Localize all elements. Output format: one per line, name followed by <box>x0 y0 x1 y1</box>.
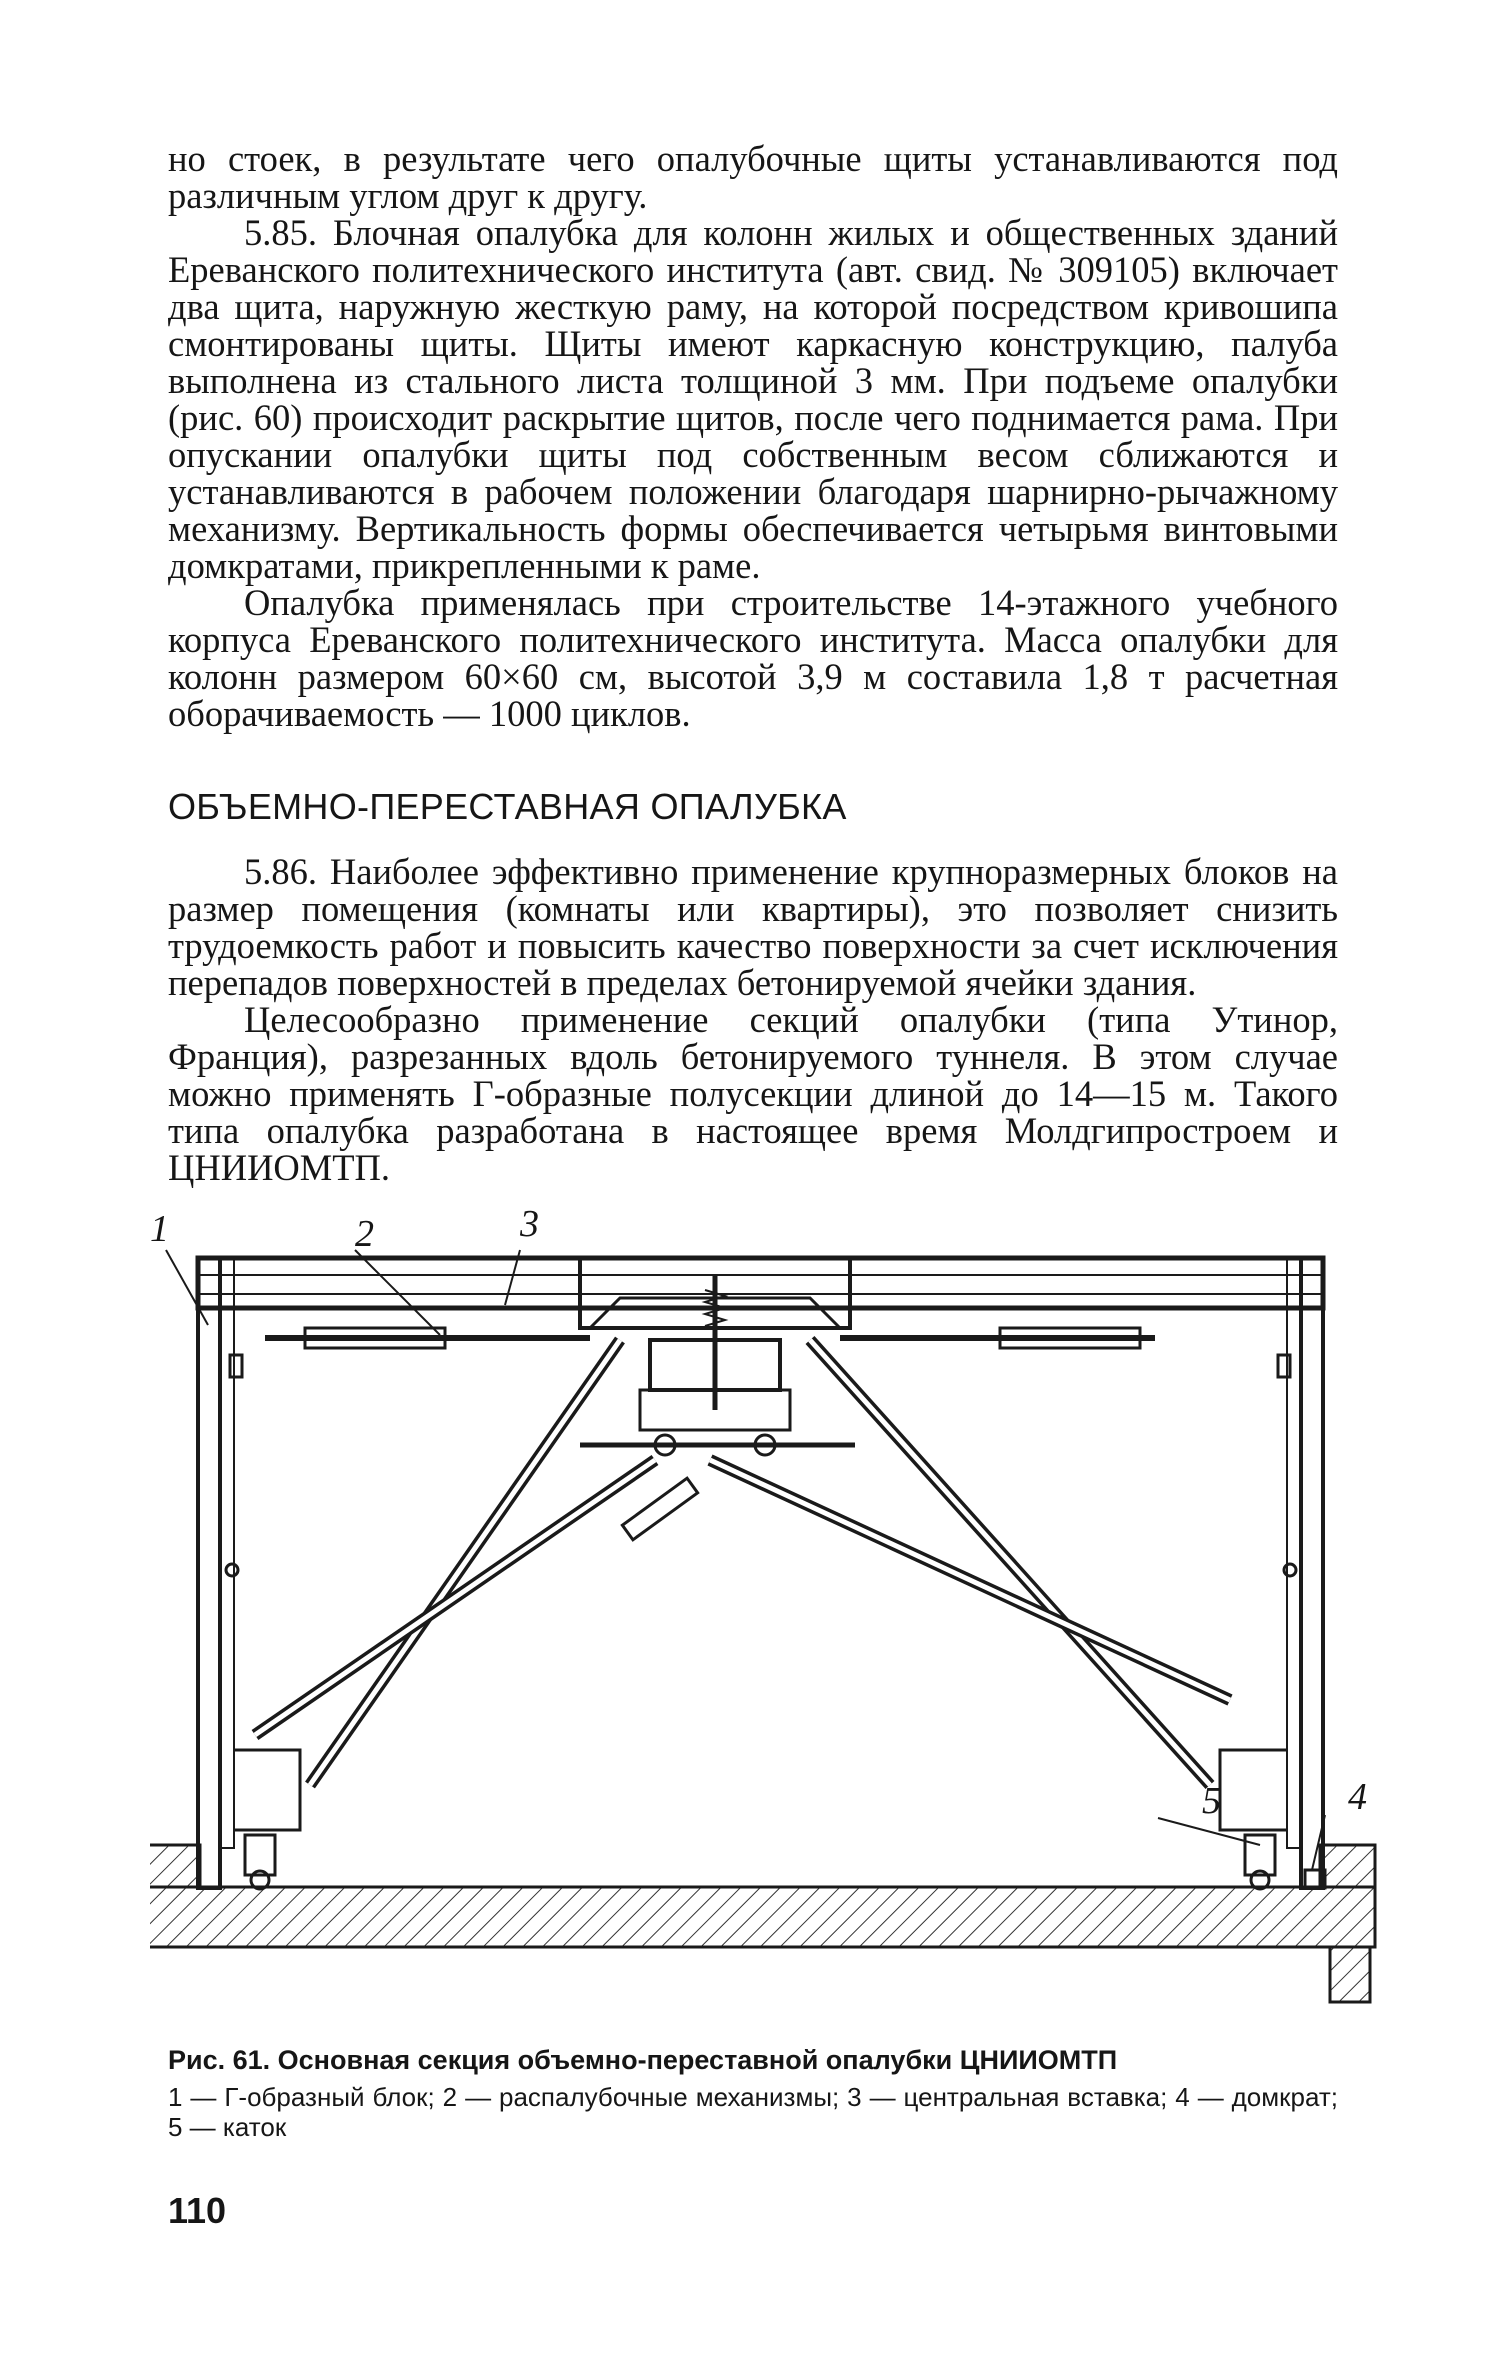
paragraph-5-86: 5.86. Наиболее эффективно применение крупноразмерных блоков на размер помещения (комнаты или квартиры), это позволяет снизить трудоемкость работ и повысить качество поверхности за счет исключения перепадов поверхностей в пределах бетонируемой ячейки здания. <box>168 851 1338 1003</box>
figure-caption <box>168 2045 1338 2142</box>
floor-slab-edge <box>1330 1947 1370 2002</box>
paragraph-continuation: но стоек, в результате чего опалубочные щиты устанавливаются под различным углом друг к другу. <box>168 138 1338 216</box>
formwork-drawing <box>150 1230 1380 2020</box>
top-beam <box>198 1258 1323 1308</box>
caption-title: Рис. 61. Основная секция объемно-переставной опалубки ЦНИИОМТП <box>168 2045 1118 2075</box>
paragraph-5-85: 5.85. Блочная опалубка для колонн жилых и общественных зданий Ереванского политехнического института (авт. свид. № 309105) включает два щита, наружную жесткую раму, на которой посредством кривошипа смонтированы щиты. Щиты имеют каркасную конструкцию, палуба выполнена из стального листа толщиной 3 мм. При подъеме опалубки (рис. 60) происходит раскрытие щитов, после чего поднимается рама. При опускании опалубки щиты под собственным весом сближаются и устанавливаются в рабочем положении благодаря шарнирно-рычажному механизму. Вертикальность формы обеспечивается четырьмя винтовыми домкратами, прикрепленными к раме. <box>168 212 1338 586</box>
paragraph-usage: Опалубка применялась при строительстве 14-этажного учебного корпуса Ереванского политехнического института. Масса опалубки для колонн размером 60×60 см, высотой 3,9 м составила 1,8 т расчетная оборачиваемость — 1000 циклов. <box>168 582 1338 734</box>
floor-slab <box>150 1887 1375 1947</box>
callout-3: 3 <box>520 1203 539 1245</box>
left-wall <box>198 1258 220 1888</box>
right-wall <box>1301 1258 1323 1888</box>
paragraph-sections: Целесообразно применение секций опалубки (типа Утинор, Франция), разрезанных вдоль бетонируемого туннеля. В этом случае можно применять Г-образные полусекции длиной до 14—15 м. Такого типа опалубка разработана в настоящее время Молдгипростроем и ЦНИИОМТП. <box>168 999 1338 1188</box>
callout-5: 5 <box>1202 1780 1221 1822</box>
figure-61 <box>150 1203 1380 2020</box>
callout-1: 1 <box>150 1208 169 1250</box>
callout-4: 4 <box>1348 1776 1367 1818</box>
callout-2: 2 <box>355 1213 374 1255</box>
body-text <box>168 140 1338 1186</box>
section-heading: ОБЪЕМНО-ПЕРЕСТАВНАЯ ОПАЛУБКА <box>168 786 847 827</box>
page-number: 110 <box>168 2190 227 2231</box>
caption-legend: 1 — Г-образный блок; 2 — распалубочные механизмы; 3 — центральная вставка; 4 — домкрат; 5 — каток <box>168 2082 1338 2142</box>
